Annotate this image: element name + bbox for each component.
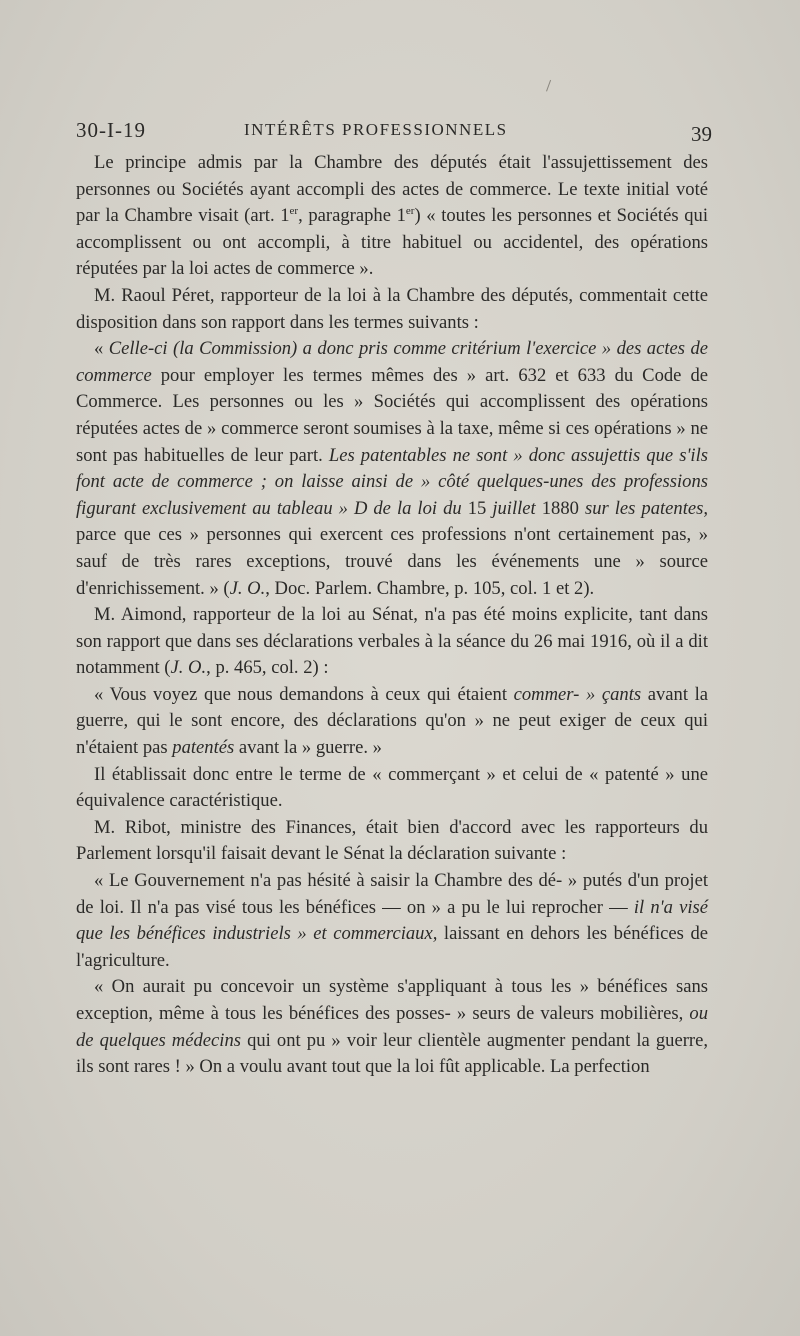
p1-sup-2: er [405, 205, 415, 217]
p1-text-b: , paragraphe 1 [298, 205, 406, 227]
paragraph-equivalence: Il établissait donc entre le terme de « commerçant » et celui de « patenté » une équivalence caractéristique. [76, 763, 708, 812]
p8-italic-1: il n'a visé que les bénéfices industriels » et commerciaux, [76, 896, 709, 945]
quote-aimond [76, 682, 708, 762]
p3-italic-2: Les patentables ne sont » donc assujettis que s'ils font acte de commerce ; on laisse ainsi de » côté quelques-unes des professions figurant exclusivement au tableau » D de la loi du [76, 444, 708, 519]
header-date: 30-I-19 [76, 118, 146, 142]
p8-text-b: laissant en dehors les bénéfices de l'agriculture. [76, 923, 708, 971]
p4-text-a: M. Aimond, rapporteur de la loi au Sénat, n'a pas été moins explicite, tant dans son rapport que dans ses déclarations verbales à la séance du 26 mai 1916, où il a dit notamment ( [76, 604, 708, 679]
body-text [76, 150, 708, 1081]
p3-italic-1: Celle-ci (la Commission) a donc pris comme critérium l'exercice » des actes de commerce [76, 338, 708, 386]
p3-text-e: parce que ces » personnes qui exercent ces professions n'ont certainement pas, » sauf de très rares exceptions, trouvé dans les événements une » source d'enrichissement. » ( [76, 524, 708, 599]
p3-text-d: 1880 [535, 497, 585, 519]
p3-italic-3: juillet [492, 497, 536, 519]
p3-italic-5: J. O. [229, 577, 266, 599]
p3-italic-4: sur les patentes, [584, 497, 709, 519]
p9-text-a: « On aurait pu concevoir un système s'appliquant à tous les » bénéfices sans exception, même à tous les bénéfices des posses- » seurs de valeurs mobilières, [76, 976, 708, 1024]
p8-text-a: « Le Gouvernement n'a pas hésité à saisir la Chambre des dé- » putés d'un projet de loi. Il n'a pas visé tous les bénéfices — on » a pu le lui reprocher — [76, 870, 708, 918]
p9-text-b: qui ont pu » voir leur clientèle augmenter pendant la guerre, ils sont rares ! » On a voulu avant tout que la loi fût applicable. La perfection [76, 1029, 708, 1078]
p1-sup-1: er [289, 205, 299, 217]
p3-text-f: , Doc. Parlem. Chambre, p. 105, col. 1 et 2). [265, 577, 595, 599]
quote-ribot-1 [76, 868, 708, 974]
paragraph-peret: M. Raoul Péret, rapporteur de la loi à la Chambre des députés, commentait cette disposition dans son rapport dans les termes suivants : [76, 284, 708, 333]
header-title: INTÉRÊTS PROFESSIONNELS [244, 120, 508, 139]
ink-mark [546, 80, 553, 92]
quote-peret [76, 336, 708, 602]
p5-italic-2: patentés [172, 737, 235, 759]
page-number: 39 [691, 122, 712, 146]
quote-ribot-2 [76, 974, 708, 1080]
p5-text-c: avant la » guerre. » [234, 737, 382, 759]
p3-text-c: 15 [461, 497, 493, 519]
p5-text-a: « Vous voyez que nous demandons à ceux qui étaient [94, 683, 514, 705]
p3-text-b: pour employer les termes mêmes des » art. 632 et 633 du Code de Commerce. Les personnes ou les » Sociétés qui accomplissent des opérations réputées actes de » commerce seront soumises à la taxe, même si ces opérations » ne sont pas habituelles de leur part. [76, 364, 708, 466]
p1-text-a: Le principe admis par la Chambre des députés était l'assujettissement des personnes ou Sociétés ayant accompli des actes de commerce. Le texte initial voté par la Chambre visait (art. 1 [76, 152, 708, 227]
p5-text-b: avant la guerre, qui le sont encore, des déclarations qu'on » ne peut exiger de ceux qui n'étaient pas [76, 683, 709, 759]
running-header [76, 118, 712, 148]
p4-text-b: , p. 465, col. 2) : [206, 657, 329, 679]
paragraph-assujettissement [76, 150, 708, 283]
p9-italic-1: ou de quelques médecins [76, 1003, 708, 1051]
paragraph-aimond [76, 602, 708, 682]
p5-italic-1: commer- » çants [513, 683, 642, 705]
p1-text-c: ) « toutes les personnes et Sociétés qui accomplissent ou ont accompli, à titre habituel ou accidentel, des opérations réputées par la loi actes de commerce ». [76, 205, 708, 280]
paragraph-ribot: M. Ribot, ministre des Finances, était bien d'accord avec les rapporteurs du Parlement lorsqu'il faisait devant le Sénat la déclaration suivante : [76, 816, 708, 865]
p3-text-a: « [94, 338, 109, 360]
p4-italic-1: J. O. [170, 657, 207, 679]
